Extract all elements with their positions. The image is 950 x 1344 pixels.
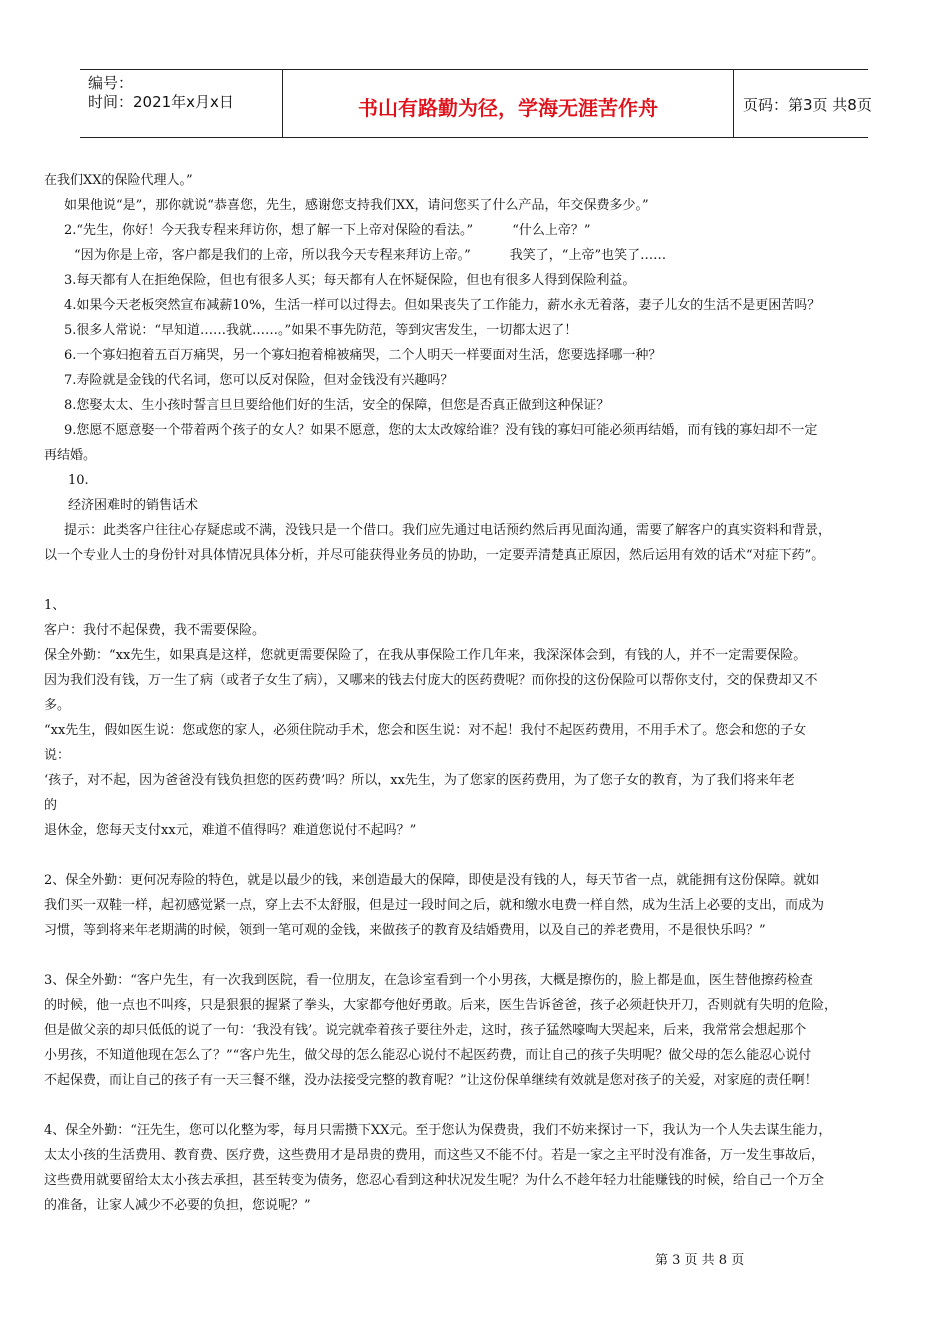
header-motto: 书山有路勤为径，学海无涯苦作舟 [358, 96, 658, 120]
footer-page-number: 第 3 页 共 8 页 [655, 1253, 745, 1268]
document-number-label: 编号： [88, 74, 134, 92]
paragraph: 小男孩，不知道他现在怎么了？”“客户先生，做父母的怎么能忍心说付不起医药费，而让自己的孩子失明呢？做父母的怎么能忍心说付 [44, 1048, 812, 1063]
document-date-label: 时间：2021年x月x日 [88, 93, 234, 111]
paragraph: 8.您娶太太、生小孩时誓言旦旦要给他们好的生活，安全的保障，但您是否真正做到这种保证？ [64, 398, 610, 413]
paragraph: 的准备，让家人减少不必要的负担，您说呢？” [44, 1198, 311, 1213]
paragraph: 3.每天都有人在拒绝保险，但也有很多人买；每天都有人在怀疑保险，但也有很多人得到保险利益。 [64, 273, 636, 288]
paragraph: 的 [44, 798, 58, 813]
paragraph: 因为我们没有钱，万一生了病（或者子女生了病），又哪来的钱去付庞大的医药费呢？而你投的这份保险可以帮你支付，交的保费却又不 [44, 673, 818, 688]
paragraph: 习惯，等到将来年老期满的时候，领到一笔可观的金钱，来做孩子的教育及结婚费用，以及自己的养老费用，不是很快乐吗？” [44, 923, 766, 938]
paragraph: 2、保全外勤：更何况寿险的特色，就是以最少的钱，来创造最大的保障，即使是没有钱的人，每天节省一点，就能拥有这份保障。就如 [44, 873, 820, 888]
spacer [44, 843, 906, 868]
paragraph: 这些费用就要留给太太小孩去承担，甚至转变为债务，您忍心看到这种状况发生呢？为什么不趁年轻力壮能赚钱的时候，给自己一个万全 [44, 1173, 825, 1188]
header-info-cell [80, 70, 280, 137]
paragraph: 保全外勤：“xx先生，如果真是这样，您就更需要保险了，在我从事保险工作几年来，我深深体会到，有钱的人，并不一定需要保险。 [44, 648, 807, 663]
paragraph: 1、 [44, 598, 66, 613]
paragraph: 10. [68, 473, 89, 488]
paragraph: 太太小孩的生活费用、教育费、医疗费，这些费用才是昂贵的费用，而这些又不能不付。若是一家之主平时没有准备，万一发生事故后， [44, 1148, 825, 1163]
spacer [44, 1093, 906, 1118]
paragraph: 多。 [44, 698, 71, 713]
header-motto-cell [282, 70, 734, 137]
header-page-cell [733, 70, 872, 137]
paragraph: ‘孩子，对不起，因为爸爸没有钱负担您的医药费’吗？所以，xx先生，为了您家的医药费用，为了您子女的教育，为了我们将来年老 [44, 773, 795, 788]
paragraph: 9.您愿不愿意娶一个带着两个孩子的女人？如果不愿意，您的太太改嫁给谁？没有钱的寡妇可能必须再结婚，而有钱的寡妇却不一定 [64, 423, 818, 438]
paragraph: “xx先生，假如医生说：您或您的家人，必须住院动手术，您会和医生说：对不起！我付不起医药费用，不用手术了。您会和您的子女 [44, 723, 807, 738]
paragraph: 提示：此类客户往往心存疑虑或不满，没钱只是一个借口。我们应先通过电话预约然后再见面沟通，需要了解客户的真实资料和背景， [64, 523, 832, 538]
spacer [44, 943, 906, 968]
section-heading: 经济困难时的销售话术 [68, 498, 199, 513]
paragraph: 在我们XX的保险代理人。” [44, 173, 193, 188]
paragraph: 2.“先生，你好！今天我专程来拜访你，想了解一下上帝对保险的看法。” “什么上帝？” [64, 223, 591, 238]
header-table [80, 69, 872, 138]
paragraph: 客户：我付不起保费，我不需要保险。 [44, 623, 266, 638]
paragraph: 再结婚。 [44, 448, 97, 463]
paragraph: 说： [44, 748, 71, 763]
paragraph: 7.寿险就是金钱的代名词，您可以反对保险，但对金钱没有兴趣吗？ [64, 373, 454, 388]
paragraph: 4、保全外勤：“汪先生，您可以化整为零，每月只需攒下XX元。至于您认为保费贵，我们不妨来探讨一下，我认为一个人失去谋生能力， [44, 1123, 832, 1138]
paragraph: 我们买一双鞋一样，起初感觉紧一点，穿上去不太舒服，但是过一段时间之后，就和缴水电费一样自然，成为生活上必要的支出，而成为 [44, 898, 825, 913]
paragraph: 3、保全外勤：“客户先生，有一次我到医院，看一位朋友，在急诊室看到一个小男孩，大概是擦伤的，脸上都是血，医生替他擦药检查 [44, 973, 813, 988]
paragraph: 4.如果今天老板突然宣布减薪10%，生活一样可以过得去。但如果丧失了工作能力，薪水永无着落，妻子儿女的生活不是更困苦吗？ [64, 298, 821, 313]
paragraph: “因为你是上帝，客户都是我们的上帝，所以我今天专程来拜访上帝。” 我笑了，“上帝”也笑了…… [74, 248, 667, 263]
paragraph: 不起保费，而让自己的孩子有一天三餐不继，没办法接受完整的教育呢？”让这份保单继续有效就是您对孩子的关爱，对家庭的责任啊！ [44, 1073, 818, 1088]
paragraph: 但是做父亲的却只低低的说了一句：‘我没有钱’。说完就牵着孩子要往外走，这时，孩子猛然嚎啕大哭起来，后来，我常常会想起那个 [44, 1023, 807, 1038]
paragraph: 的时候，他一点也不叫疼，只是狠狠的握紧了拳头，大家都夸他好勇敢。后来，医生告诉爸爸，孩子必须赶快开刀，否则就有失明的危险， [44, 998, 838, 1013]
header-page-number: 页码：第3页 共8页 [743, 96, 872, 114]
paragraph: 如果他说“是”，那你就说“恭喜您，先生，感谢您支持我们XX，请问您买了什么产品，年交保费多少。” [64, 198, 649, 213]
document-body [44, 168, 906, 1218]
paragraph: 6.一个寡妇抱着五百万痛哭，另一个寡妇抱着棉被痛哭，二个人明天一样要面对生活，您要选择哪一种？ [64, 348, 662, 363]
paragraph: 5.很多人常说：“早知道……我就……。”如果不事先防范，等到灾害发生，一切都太迟了！ [64, 323, 578, 338]
paragraph: 以一个专业人士的身份针对具体情况具体分析，并尽可能获得业务员的协助，一定要弄清楚真正原因，然后运用有效的话术“对症下药”。 [44, 548, 825, 563]
spacer [44, 568, 906, 593]
paragraph: 退休金，您每天支付xx元，难道不值得吗？难道您说付不起吗？” [44, 823, 417, 838]
